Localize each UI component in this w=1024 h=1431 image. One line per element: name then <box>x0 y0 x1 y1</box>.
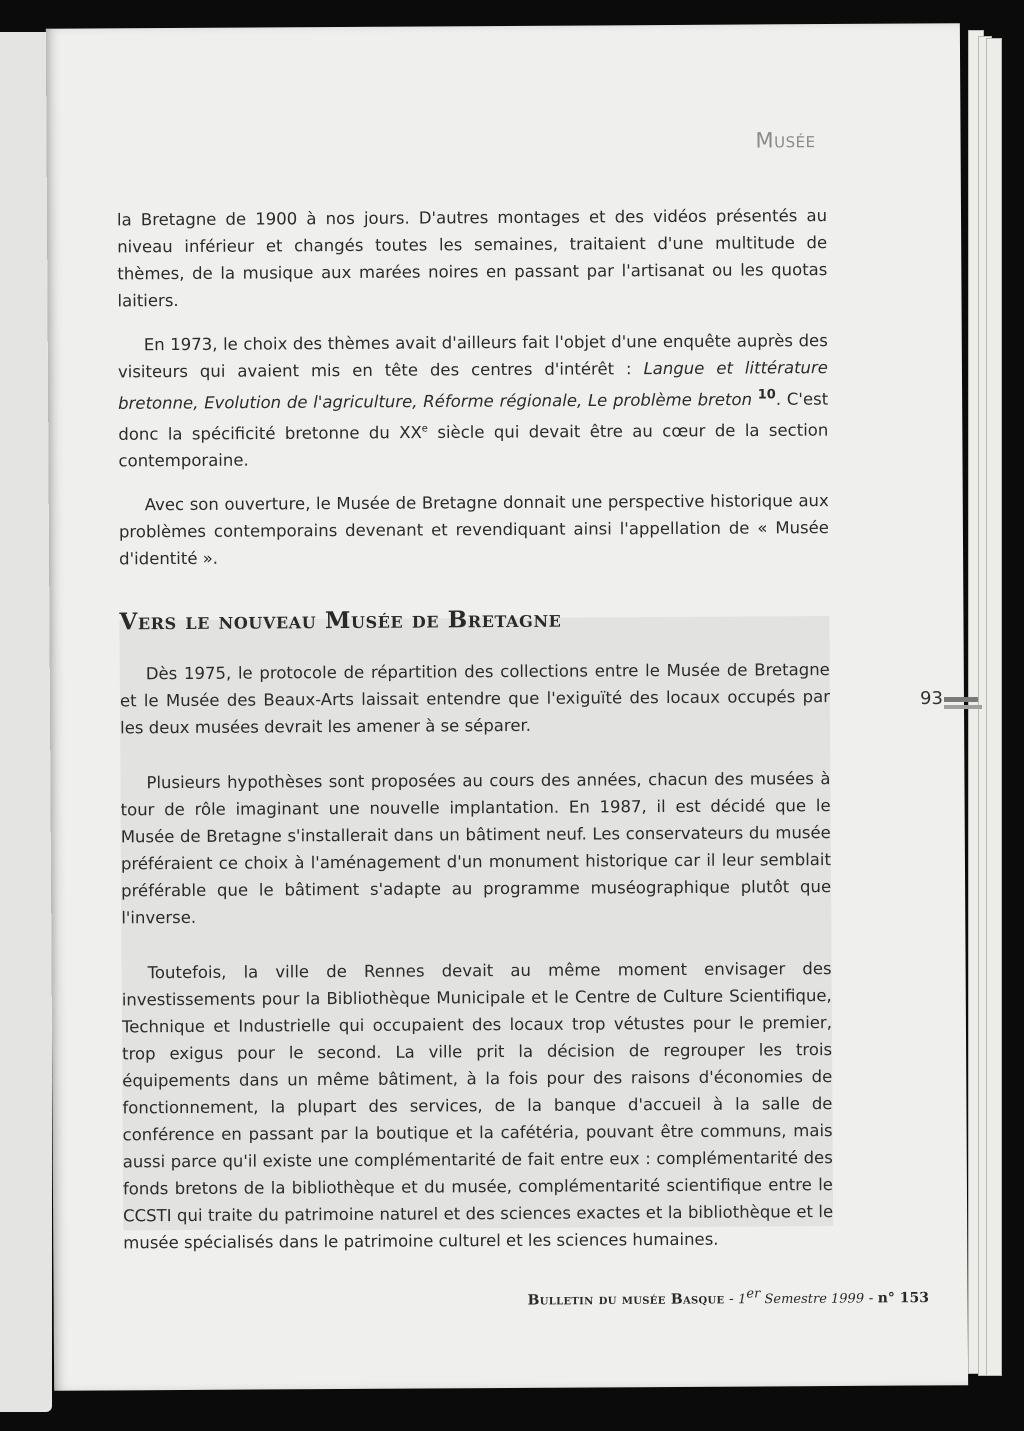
page-tab-marker <box>944 697 978 702</box>
footer-separator-2: - <box>864 1290 878 1307</box>
century-superscript: e <box>421 422 428 435</box>
paragraph-2 <box>118 327 829 474</box>
page-edge-3 <box>986 38 1002 1376</box>
left-facing-page <box>0 32 52 1412</box>
text-block-bottom <box>120 656 834 1273</box>
footer-semester-ordinal: 1 <box>738 1292 747 1308</box>
paragraph-3: Avec son ouverture, le Musée de Bretagne donnait une perspective historique aux problèmes contemporains devenant et revendiquant ainsi l'appellation de « Musée d'identité ». <box>118 491 829 569</box>
section-title: Vers le nouveau Musée de Bretagne <box>119 605 562 636</box>
paragraph-2-mid: . C'est donc la spécificité bretonne du XX <box>118 389 829 444</box>
footer-semester-sup: er <box>746 1286 761 1302</box>
footer-bulletin: Bulletin du musée Basque <box>527 1291 725 1309</box>
text-block-top <box>117 202 829 589</box>
paragraph-2-end: siècle qui devait être au cœur de la section contemporaine. <box>118 420 829 471</box>
page-tab-marker-shadow <box>944 705 982 709</box>
footnote-ref: 10 <box>757 387 776 403</box>
footer-separator-1: - <box>724 1291 739 1308</box>
survey-topics: Langue et littérature bretonne, Evolution de l'agriculture, Réforme régionale, Le problème breton <box>118 358 828 413</box>
book-page <box>46 23 968 1391</box>
paragraph-5: Plusieurs hypothèses sont proposées au cours des années, chacun des musées à tour de rôle imaginant une nouvelle implantation. En 1987, il est décidé que le Musée de Bretagne s'installerait dans un bâtiment neuf. Les conservateurs du musée préféraient ce choix à l'aménagement d'un monument historique car il leur semblait préférable que le bâtiment s'adapte au programme muséographique plutôt que l'inverse. <box>120 769 832 928</box>
footer <box>528 1285 930 1308</box>
paragraph-2-start: En 1973, le choix des thèmes avait d'ailleurs fait l'objet d'une enquête auprès des visiteurs qui avaient mis en tête des centres d'intérêt : <box>117 331 828 382</box>
paragraph-1: la Bretagne de 1900 à nos jours. D'autres montages et des vidéos présentés au niveau inférieur et changés toutes les semaines, traitaient d'une multitude de thèmes, de la musique aux marées noires en passant par l'artisanat ou les quotas laitiers. <box>116 206 828 311</box>
paragraph-6: Toutefois, la ville de Rennes devait au même moment envisager des investissements pour la Bibliothèque Municipale et le Centre de Culture Scientifique, Technique et Industrielle qui occupaient des locaux trop vétustes pour le premier, trop exigus pour le second. La ville prit la décision de regrouper les trois équipements dans un même bâtiment, à la fois pour des raisons d'économies de fonctionnement, la plupart des services, de la banque d'accueil à la salle de conférence en passant par la boutique et la cafétéria, pouvant être communs, mais aussi parce qu'il existe une complémentarité de fait entre eux : complémentarité des fonds bretons de la bibliothèque et du musée, complémentarité scientifique entre le CCSTI qui traite du patrimoine naturel et des sciences exactes et la bibliothèque et le musée spécialisés dans le patrimoine culturel et les sciences humaines. <box>121 959 834 1253</box>
running-header: Musée <box>755 128 816 153</box>
page-number: 93 <box>920 688 943 709</box>
paragraph-4: Dès 1975, le protocole de répartition des collections entre le Musée de Bretagne et le Musée des Beaux-Arts laissait entendre que l'exiguïté des locaux occupés par les deux musées devrait les amener à se séparer. <box>119 660 831 738</box>
footer-issue-number: n° 153 <box>877 1290 930 1307</box>
footer-semester: Semestre 1999 <box>760 1291 865 1308</box>
